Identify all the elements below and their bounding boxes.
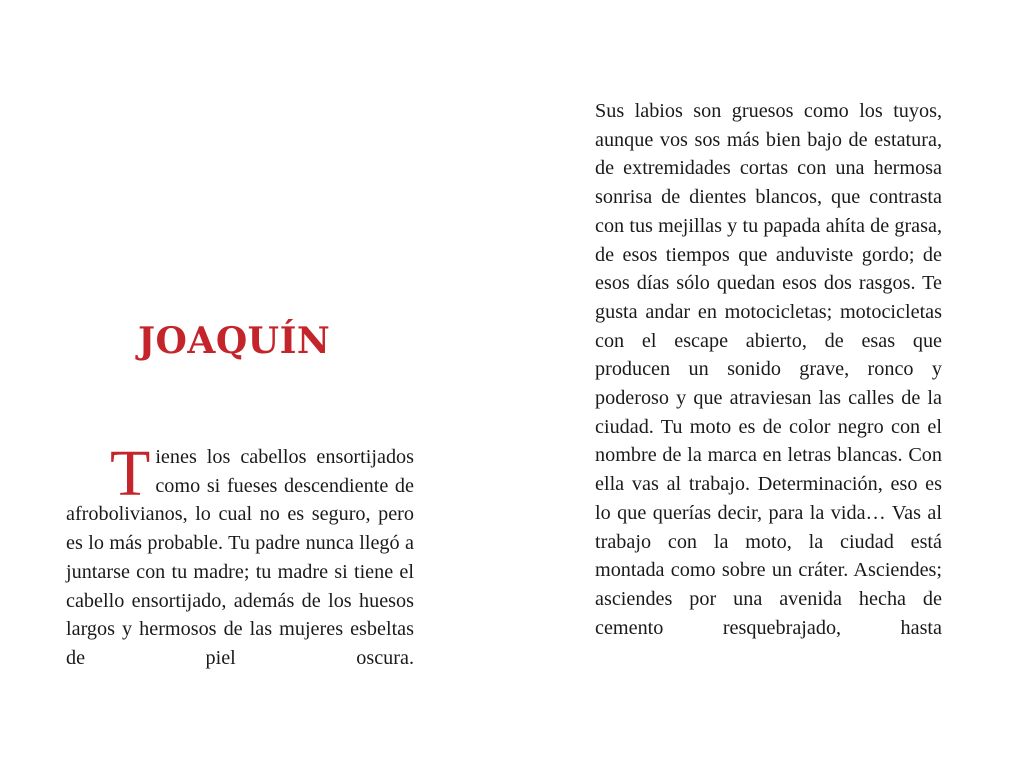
chapter-title: JOAQUÍN: [138, 320, 331, 362]
drop-cap: T: [110, 437, 151, 510]
right-page-paragraph: Sus labios son gruesos como los tuyos, aunque vos sos más bien bajo de estatura, de extremidades cortas con una hermosa sonrisa de dientes blancos, que contrasta con tus mejillas y tu papada ahíta de grasa, de esos tiempos que anduviste gordo; de esos días sólo quedan esos dos rasgos. Te gusta andar en motocicletas; motocicletas con el escape abierto, de esas que producen un sonido grave, ronco y poderoso y que atraviesan las calles de la ciudad. Tu moto es de color negro con el nombre de la marca en letras blancas. Con ella vas al trabajo. Determinación, eso es lo que querías decir, para la vida… Vas al trabajo con la moto, la ciudad está montada como sobre un cráter. Asciendes; asciendes por una avenida hecha de cemento resquebrajado, hasta: [595, 100, 942, 639]
left-page-paragraph: [66, 437, 414, 673]
left-paragraph-text: ienes los cabellos ensortijados como si fueses descendiente de afrobolivianos, lo cual no es seguro, pero es lo más probable. Tu padre nunca llegó a juntarse con tu madre; tu madre si tiene el cabello ensortijado, además de los huesos largos y hermosos de las mujeres esbeltas de piel oscura.: [66, 446, 414, 669]
